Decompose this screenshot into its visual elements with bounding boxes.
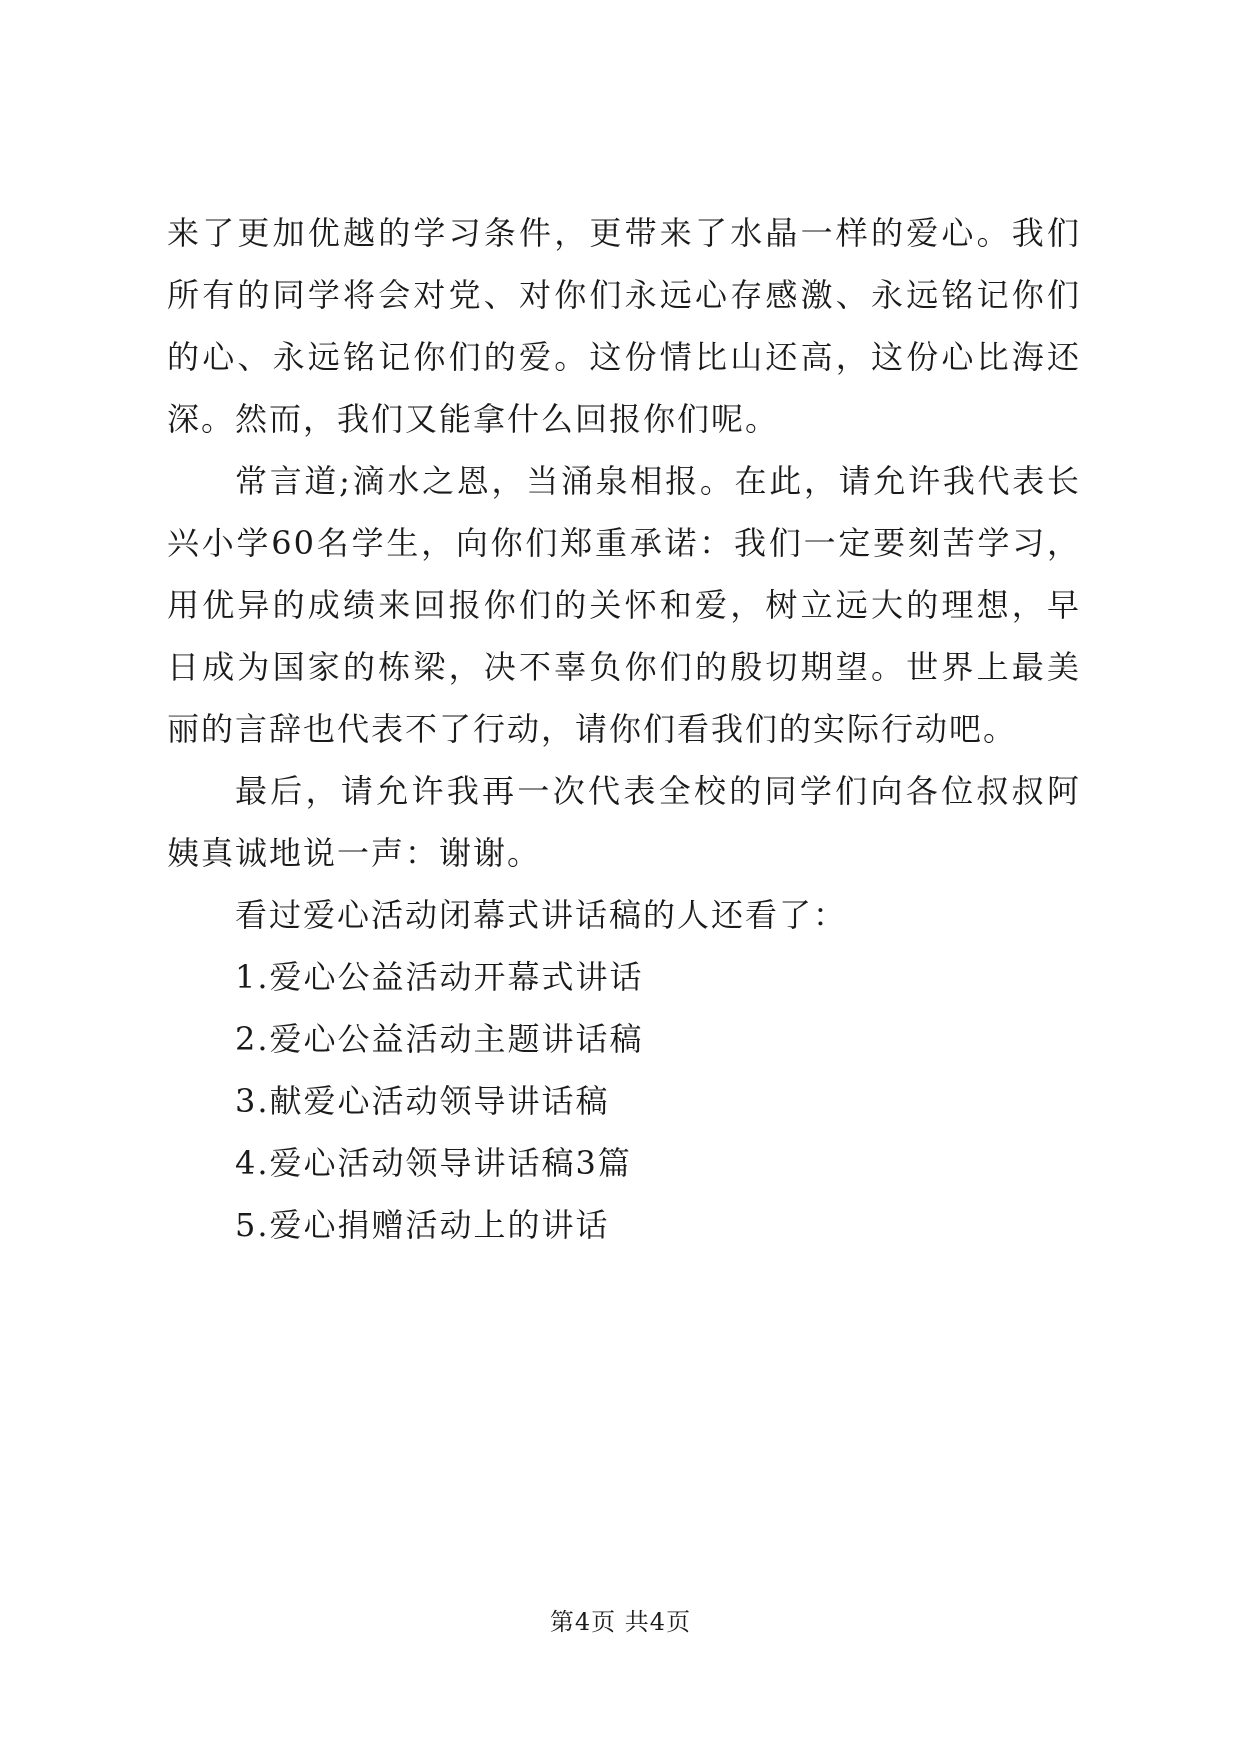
paragraph-1: 来了更加优越的学习条件，更带来了水晶一样的爱心。我们所有的同学将会对党、对你们永远心存感激、永远铭记你们的心、永远铭记你们的爱。这份情比山还高，这份心比海还深。然而，我们又能拿什么回报你们呢。 [167, 214, 1081, 438]
related-article-item[interactable]: 2.爱心公益活动主题讲话稿 [235, 1020, 644, 1058]
related-article-item[interactable]: 1.爱心公益活动开幕式讲话 [235, 958, 644, 996]
related-article-item[interactable]: 5.爱心捐赠活动上的讲话 [235, 1206, 610, 1244]
paragraph-2: 常言道;滴水之恩，当涌泉相报。在此，请允许我代表长兴小学60名学生，向你们郑重承诺：我们一定要刻苦学习，用优异的成绩来回报你们的关怀和爱，树立远大的理想，早日成为国家的栋梁，决不辜负你们的殷切期望。世界上最美丽的言辞也代表不了行动，请你们看我们的实际行动吧。 [167, 462, 1081, 748]
paragraph-3: 最后，请允许我再一次代表全校的同学们向各位叔叔阿姨真诚地说一声：谢谢。 [167, 772, 1081, 872]
related-articles-title: 看过爱心活动闭幕式讲话稿的人还看了： [235, 896, 848, 934]
related-article-item[interactable]: 3.献爱心活动领导讲话稿 [235, 1082, 610, 1120]
page-number-footer: 第4页 共4页 [549, 1608, 692, 1636]
related-article-item[interactable]: 4.爱心活动领导讲话稿3篇 [235, 1144, 632, 1182]
document-body [167, 202, 1081, 1256]
related-articles-list [167, 946, 1081, 1256]
